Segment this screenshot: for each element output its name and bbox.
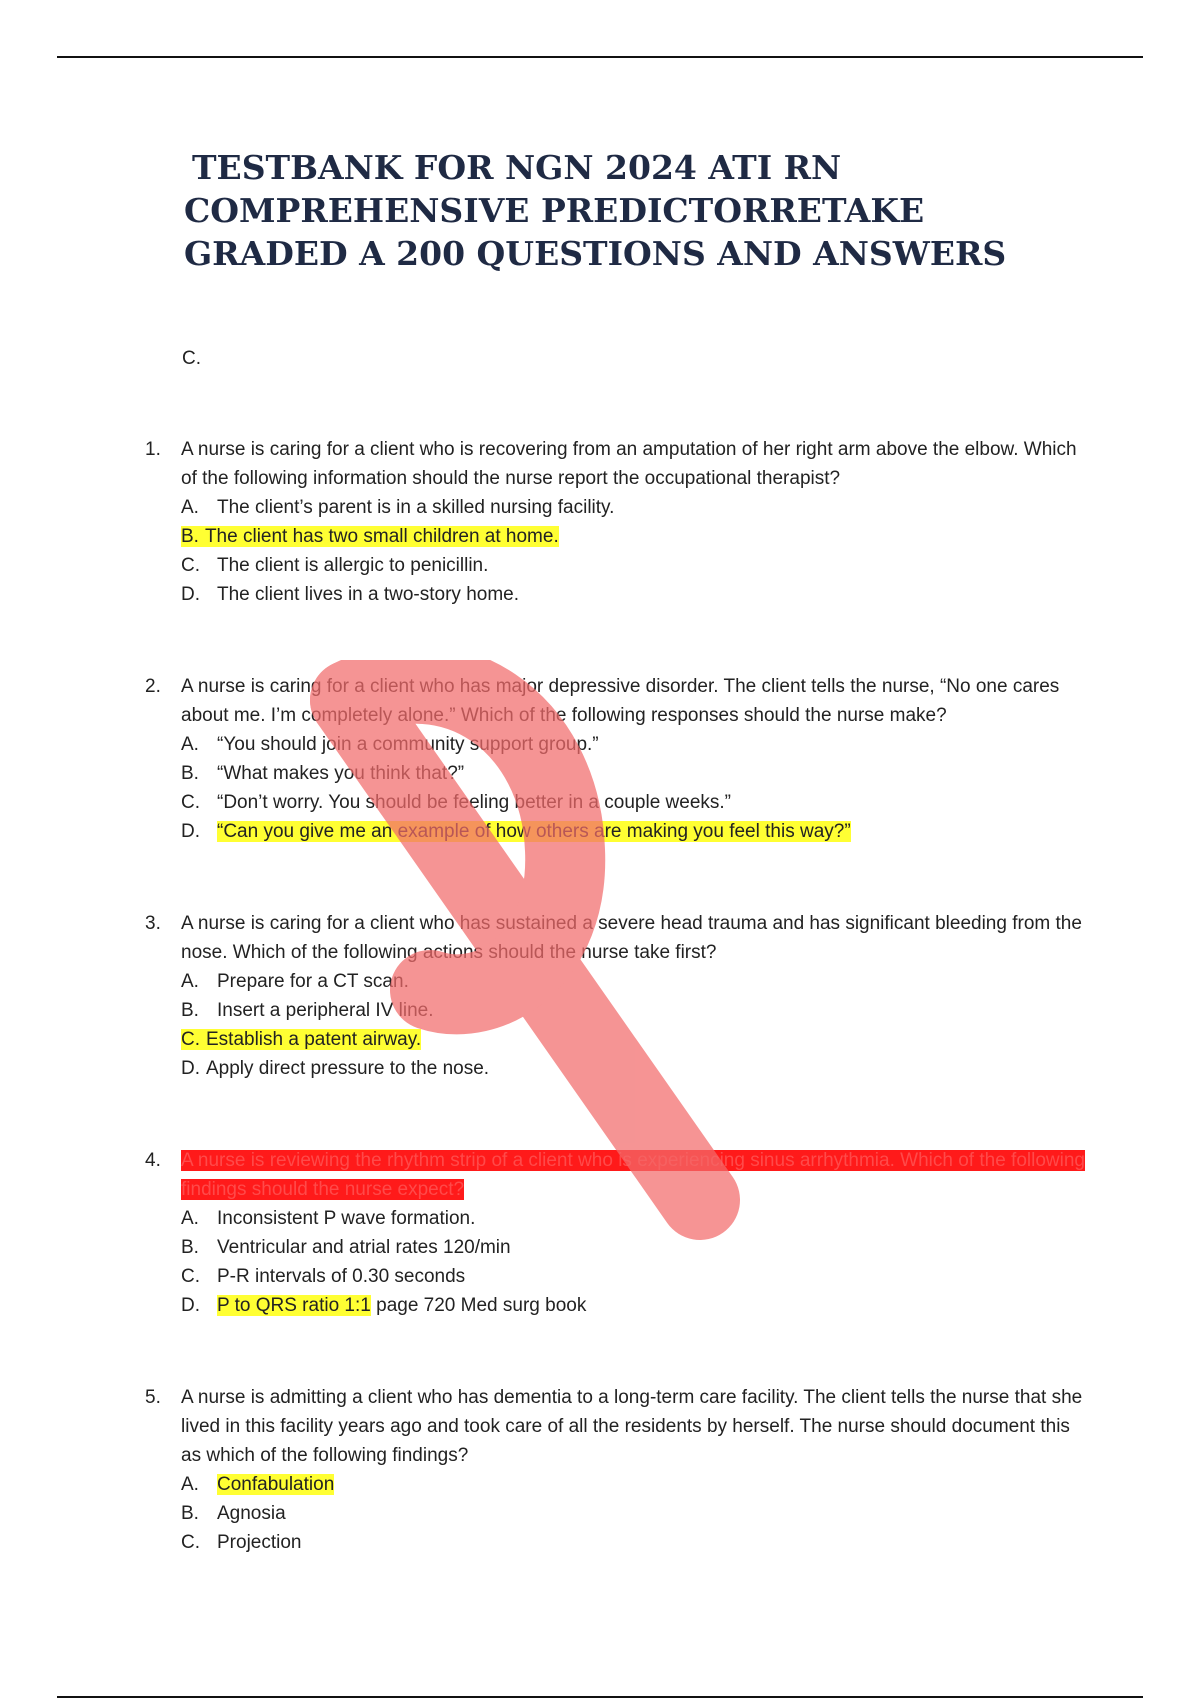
option-letter: B. (181, 1000, 199, 1021)
option-text: Agnosia (217, 1503, 286, 1524)
question-stem (145, 435, 1085, 493)
option-d (181, 1054, 1085, 1083)
option-text: Insert a peripheral IV line. (217, 1000, 434, 1021)
option-letter: D. (181, 1295, 200, 1316)
question-text: A nurse is caring for a client who has major depressive disorder. The client tells the nurse, “No one cares about me. I’m completely alone.” Which of the following responses should the nurse make? (181, 676, 1060, 726)
option-b (181, 996, 1085, 1025)
answer-letter: C. (182, 348, 201, 369)
option-text: The client is allergic to penicillin. (217, 555, 489, 576)
option-text: Ventricular and atrial rates 120/min (217, 1237, 511, 1258)
title-line: GRADED A 200 QUESTIONS AND ANSWERS (184, 234, 1007, 273)
question-stem (145, 1383, 1085, 1470)
option-letter: D. (181, 821, 200, 842)
option-letter: C. (181, 555, 200, 576)
option-a (181, 730, 1085, 759)
option-text: Projection (217, 1532, 302, 1553)
option-letter: D. (181, 1058, 200, 1079)
question-text: A nurse is caring for a client who is recovering from an amputation of her right arm above the elbow. Which of the following information should the nurse report the occupational therapist? (181, 439, 1077, 489)
option-b (181, 522, 1085, 551)
highlighted-answer: “Can you give me an example of how others are making you feel this way?” (217, 821, 851, 842)
highlighted-answer (181, 1029, 421, 1050)
option-a (181, 493, 1085, 522)
option-letter: B. (181, 526, 199, 547)
question-number: 3. (145, 913, 161, 934)
option-text: The client has two small children at home. (204, 526, 559, 547)
question-text: A nurse is caring for a client who has sustained a severe head trauma and has significant bleeding from the nose. Which of the following actions should the nurse take first? (181, 913, 1082, 963)
option-letter: D. (181, 584, 200, 605)
option-letter: A. (181, 971, 199, 992)
option-letter: C. (181, 792, 200, 813)
question-stem (145, 909, 1085, 967)
option-letter: A. (181, 734, 199, 755)
option-text: Prepare for a CT scan. (217, 971, 409, 992)
answer-note: page 720 Med surg book (376, 1295, 587, 1316)
option-a (181, 1204, 1085, 1233)
option-text: P-R intervals of 0.30 seconds (217, 1266, 466, 1287)
option-c (181, 788, 1085, 817)
question-number: 1. (145, 439, 161, 460)
question-text: A nurse is admitting a client who has dementia to a long-term care facility. The client tells the nurse that she lived in this facility years ago and took care of all the residents by herself. The nurse should document this as which of the following findings? (181, 1387, 1083, 1466)
question-stem (145, 672, 1085, 730)
option-a (181, 967, 1085, 996)
question-stem (145, 1146, 1085, 1204)
option-b (181, 1499, 1085, 1528)
option-c (181, 1025, 1085, 1054)
highlighted-answer: Confabulation (217, 1474, 335, 1495)
question-4 (145, 1146, 1085, 1320)
option-text: Inconsistent P wave formation. (217, 1208, 476, 1229)
top-rule (57, 56, 1143, 58)
question-3 (145, 909, 1085, 1083)
option-letter: C. (181, 1266, 200, 1287)
option-letter: C. (181, 1029, 200, 1050)
option-letter: A. (181, 497, 199, 518)
option-b (181, 1233, 1085, 1262)
option-b (181, 759, 1085, 788)
option-c (181, 1528, 1085, 1557)
option-d (181, 1291, 1085, 1320)
bottom-rule (57, 1696, 1143, 1698)
option-text: “What makes you think that?” (217, 763, 465, 784)
question-1 (145, 435, 1085, 609)
option-letter: A. (181, 1208, 199, 1229)
option-d (181, 817, 1085, 846)
highlighted-answer (181, 526, 559, 547)
option-c (181, 1262, 1085, 1291)
question-5 (145, 1383, 1085, 1557)
option-text: “You should join a community support group.” (217, 734, 599, 755)
option-a (181, 1470, 1085, 1499)
option-text: “Don’t worry. You should be feeling better in a couple weeks.” (217, 792, 732, 813)
option-c (181, 551, 1085, 580)
option-text: Apply direct pressure to the nose. (206, 1058, 490, 1079)
highlighted-answer: P to QRS ratio 1:1 (217, 1295, 371, 1316)
option-text: Establish a patent airway. (206, 1029, 422, 1050)
question-number: 2. (145, 676, 161, 697)
option-letter: A. (181, 1474, 199, 1495)
title-line: TESTBANK FOR NGN 2024 ATI RN (192, 148, 842, 187)
option-letter: B. (181, 1503, 199, 1524)
option-letter: C. (181, 1532, 200, 1553)
question-2 (145, 672, 1085, 846)
question-number: 4. (145, 1150, 161, 1171)
option-text: The client’s parent is in a skilled nursing facility. (217, 497, 615, 518)
red-highlighted-question: A nurse is reviewing the rhythm strip of a client who is experiencing sinus arrhythmia. Which of the following findings should the nurse expect? (181, 1150, 1085, 1200)
option-d (181, 580, 1085, 609)
title-line: COMPREHENSIVE PREDICTORRETAKE (184, 191, 925, 230)
option-text: The client lives in a two-story home. (217, 584, 520, 605)
option-letter: B. (181, 763, 199, 784)
document-title (184, 146, 1084, 275)
option-letter: B. (181, 1237, 199, 1258)
question-number: 5. (145, 1387, 161, 1408)
question-text-wrap (181, 1146, 1085, 1204)
